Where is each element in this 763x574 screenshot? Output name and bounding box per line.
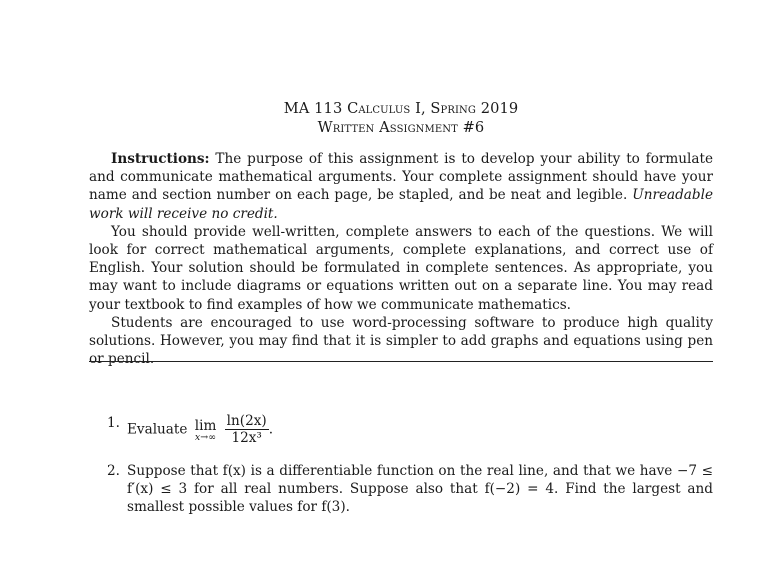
course-title: MA 113 Calculus I, Spring 2019 bbox=[283, 100, 519, 117]
fraction-numerator: ln(2x) bbox=[226, 413, 267, 429]
assignment-title: Written Assignment #6 bbox=[317, 119, 485, 136]
problem-1-lead: Evaluate bbox=[127, 421, 188, 438]
problem-1 bbox=[89, 414, 713, 454]
problem-number: 2. bbox=[107, 463, 120, 479]
problem-list bbox=[89, 414, 713, 517]
instructions-section bbox=[89, 150, 713, 368]
instructions-text: The purpose of this assignment is to develop your ability to formulate and communicate mathematical arguments. Your complete assignment should have your name and section number on each page, be stapled, and be neat and legible. bbox=[89, 151, 714, 204]
instructions-paragraph-2: You should provide well-written, complete answers to each of the questions. We will look for correct mathematical arguments, complete explanations, and correct use of English. Your solution should be formulated in complete sentences. As appropriate, you may want to include diagrams or equations written out on a separate line. You may read your textbook to find examples of how we communicate mathematics. bbox=[89, 223, 713, 313]
fraction-denominator: 12x³ bbox=[231, 430, 262, 446]
problem-number: 1. bbox=[107, 415, 120, 431]
instructions-paragraph-1 bbox=[89, 150, 713, 223]
limit-expression bbox=[192, 414, 269, 446]
problem-2 bbox=[89, 462, 713, 517]
limit-word: lim bbox=[194, 418, 217, 434]
instructions-warning: Unreadable work will receive no credit. bbox=[89, 187, 713, 222]
problem-2-text: Suppose that f(x) is a differentiable function on the real line, and that we have −7 ≤ f′(x) ≤ 3 for all real numbers. Suppose also that f(−2) = 4. Find the largest and smallest possible values for f(3). bbox=[127, 463, 713, 516]
limit-subscript: x→∞ bbox=[194, 432, 217, 443]
fraction bbox=[225, 414, 269, 446]
instructions-paragraph-3: Students are encouraged to use word-processing software to produce high quality solutions. However, you may find that it is simpler to add graphs and equations using pen or pencil. bbox=[89, 314, 713, 368]
limit-operator bbox=[195, 419, 217, 443]
title-block bbox=[89, 99, 713, 137]
instructions-label: Instructions: bbox=[111, 151, 210, 167]
horizontal-divider bbox=[89, 361, 713, 362]
problem-1-tail: . bbox=[268, 421, 274, 438]
